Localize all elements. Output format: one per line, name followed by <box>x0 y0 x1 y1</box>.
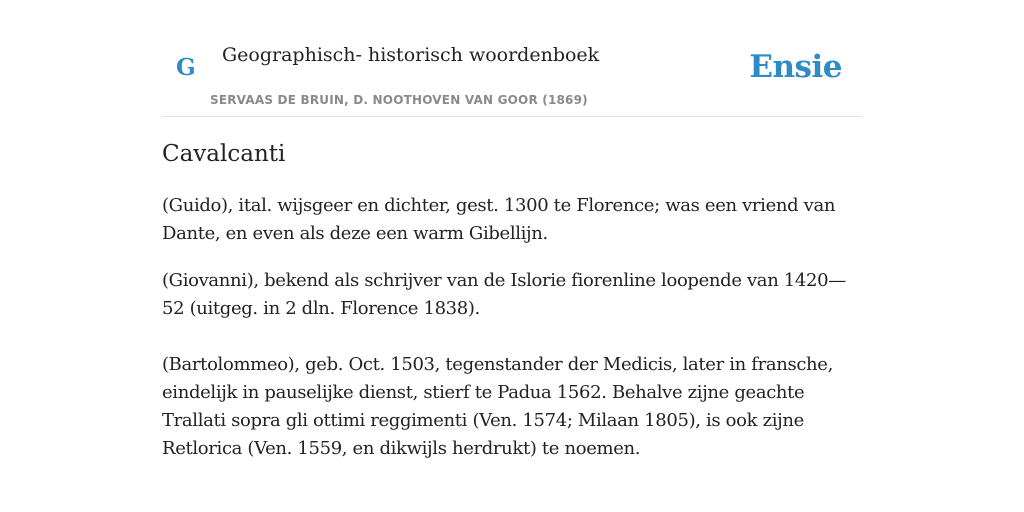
entry-title: Cavalcanti <box>162 141 286 167</box>
book-authors: SERVAAS DE BRUIN, D. NOOTHOVEN VAN GOOR (1869) <box>210 93 588 107</box>
book-letter-icon[interactable]: G <box>176 54 196 81</box>
ensie-logo[interactable]: Ensie <box>749 49 842 85</box>
book-title[interactable]: Geographisch- historisch woordenboek <box>222 44 600 66</box>
entry-paragraph-bartolommeo: (Bartolommeo), geb. Oct. 1503, tegenstander der Medicis, later in fransche, eindelijk in pauselijke dienst, stierf te Padua 1562. Behalve zijne geachte Trallati sopra gli ottimi reggimenti (Ven. 1574; Milaan 1805), is ook zijne Retlorica (Ven. 1559, en dikwijls herdrukt) te noemen. <box>162 354 833 459</box>
book-header <box>162 0 862 117</box>
page-container <box>162 0 862 459</box>
entry-paragraph-guido: (Guido), ital. wijsgeer en dichter, gest. 1300 te Florence; was een vriend van Dante, en even als deze een warm Gibellijn. <box>162 195 836 244</box>
entry-paragraph-giovanni: (Giovanni), bekend als schrijver van de Islorie fiorenline loopende van 1420—52 (uitgeg. in 2 dln. Florence 1838). <box>162 270 846 319</box>
